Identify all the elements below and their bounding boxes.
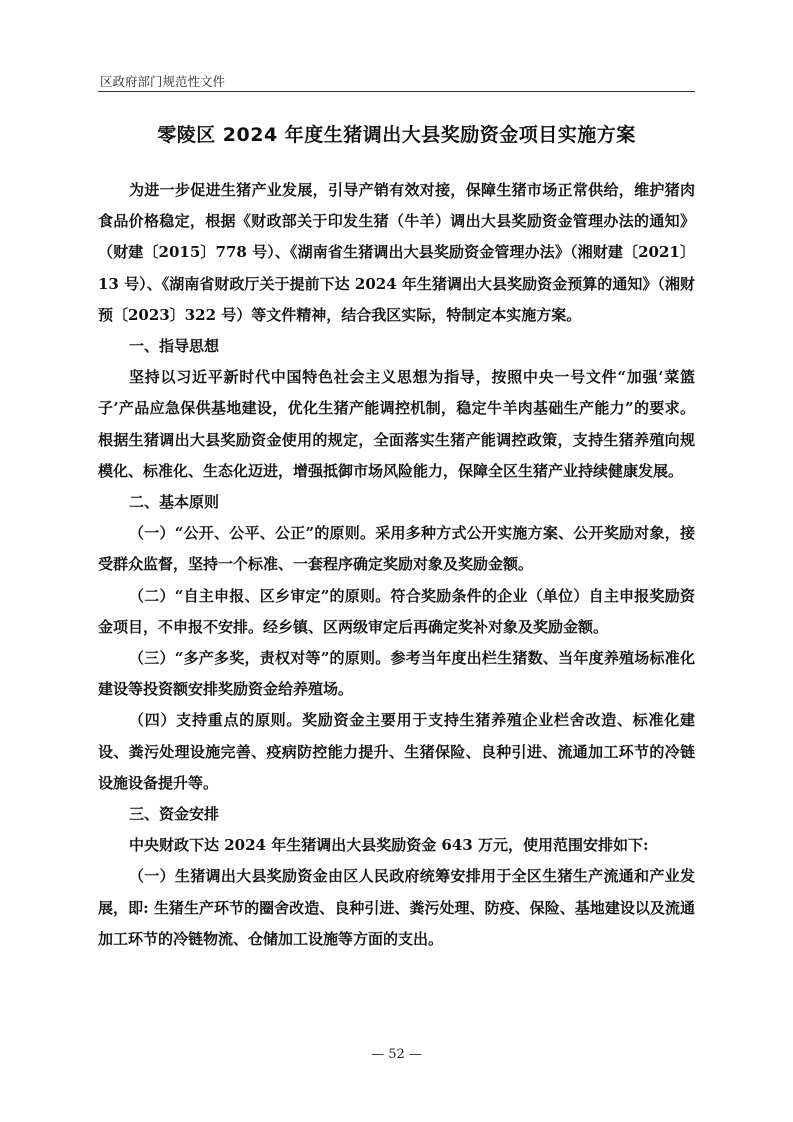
paragraph-principle-3: （三）“多产多奖，责权对等”的原则。参考当年度出栏生猪数、当年度养殖场标准化建设等投资额安排奖励资金给养殖场。 — [98, 649, 695, 699]
page-number: — 52 — — [371, 1047, 422, 1062]
section-heading-guiding-ideology: 一、指导思想 — [129, 337, 220, 356]
paragraph-principle-1: （一）“公开、公平、公正”的原则。采用多种方式公开实施方案、公开奖励对象，接受群众监督，坚持一个标准、一套程序确定奖励对象及奖励金额。 — [98, 524, 695, 574]
paragraph-principle-4: （四）支持重点的原则。奖励资金主要用于支持生猪养殖企业栏舍改造、标准化建设、粪污处理设施完善、疫病防控能力提升、生猪保险、良种引进、流通加工环节的冷链设施设备提升等。 — [98, 711, 695, 792]
section-heading-funding: 三、资金安排 — [129, 805, 220, 824]
running-header: 区政府部门规范性文件 — [100, 74, 226, 89]
document-body — [98, 175, 695, 955]
paragraph-funding-intro: 中央财政下达 2024 年生猪调出大县奖励资金 643 万元，使用范围安排如下: — [129, 836, 649, 855]
paragraph-principle-2: （二）“自主申报、区乡审定”的原则。符合奖励条件的企业（单位）自主申报奖励资金项目，不申报不安排。经乡镇、区两级审定后再确定奖补对象及奖励金额。 — [98, 586, 695, 636]
paragraph-intro: 为进一步促进生猪产业发展，引导产销有效对接，保障生猪市场正常供给，维护猪肉食品价格稳定，根据《财政部关于印发生猪（牛羊）调出大县奖励资金管理办法的通知》（财建〔2015〕778 号）、《湖南省生猪调出大县奖励资金管理办法》（湘财建〔2021〕13 号）、《湖南省财政厅关于提前下达 2024 年生猪调出大县奖励资金预算的通知》（湘财预〔2023〕322 号）等文件精神，结合我区实际，特制定本实施方案。 — [98, 181, 695, 324]
section-heading-basic-principles: 二、基本原则 — [129, 493, 220, 512]
paragraph-funding-1: （一）生猪调出大县奖励资金由区人民政府统筹安排用于全区生猪生产流通和产业发展，即: 生猪生产环节的圈舍改造、良种引进、粪污处理、防疫、保险、基地建设以及流通加工环节的冷链物流、仓储加工设施等方面的支出。 — [98, 867, 695, 948]
document-title: 零陵区 2024 年度生猪调出大县奖励资金项目实施方案 — [157, 124, 636, 146]
header-divider — [98, 91, 695, 92]
paragraph-guiding-ideology: 坚持以习近平新时代中国特色社会主义思想为指导，按照中央一号文件“加强‘菜篮子’产品应急保供基地建设，优化生猪产能调控机制，稳定牛羊肉基础生产能力”的要求。根据生猪调出大县奖励资金使用的规定，全面落实生猪产能调控政策，支持生猪养殖向规模化、标准化、生态化迈进，增强抵御市场风险能力，保障全区生猪产业持续健康发展。 — [98, 368, 695, 480]
